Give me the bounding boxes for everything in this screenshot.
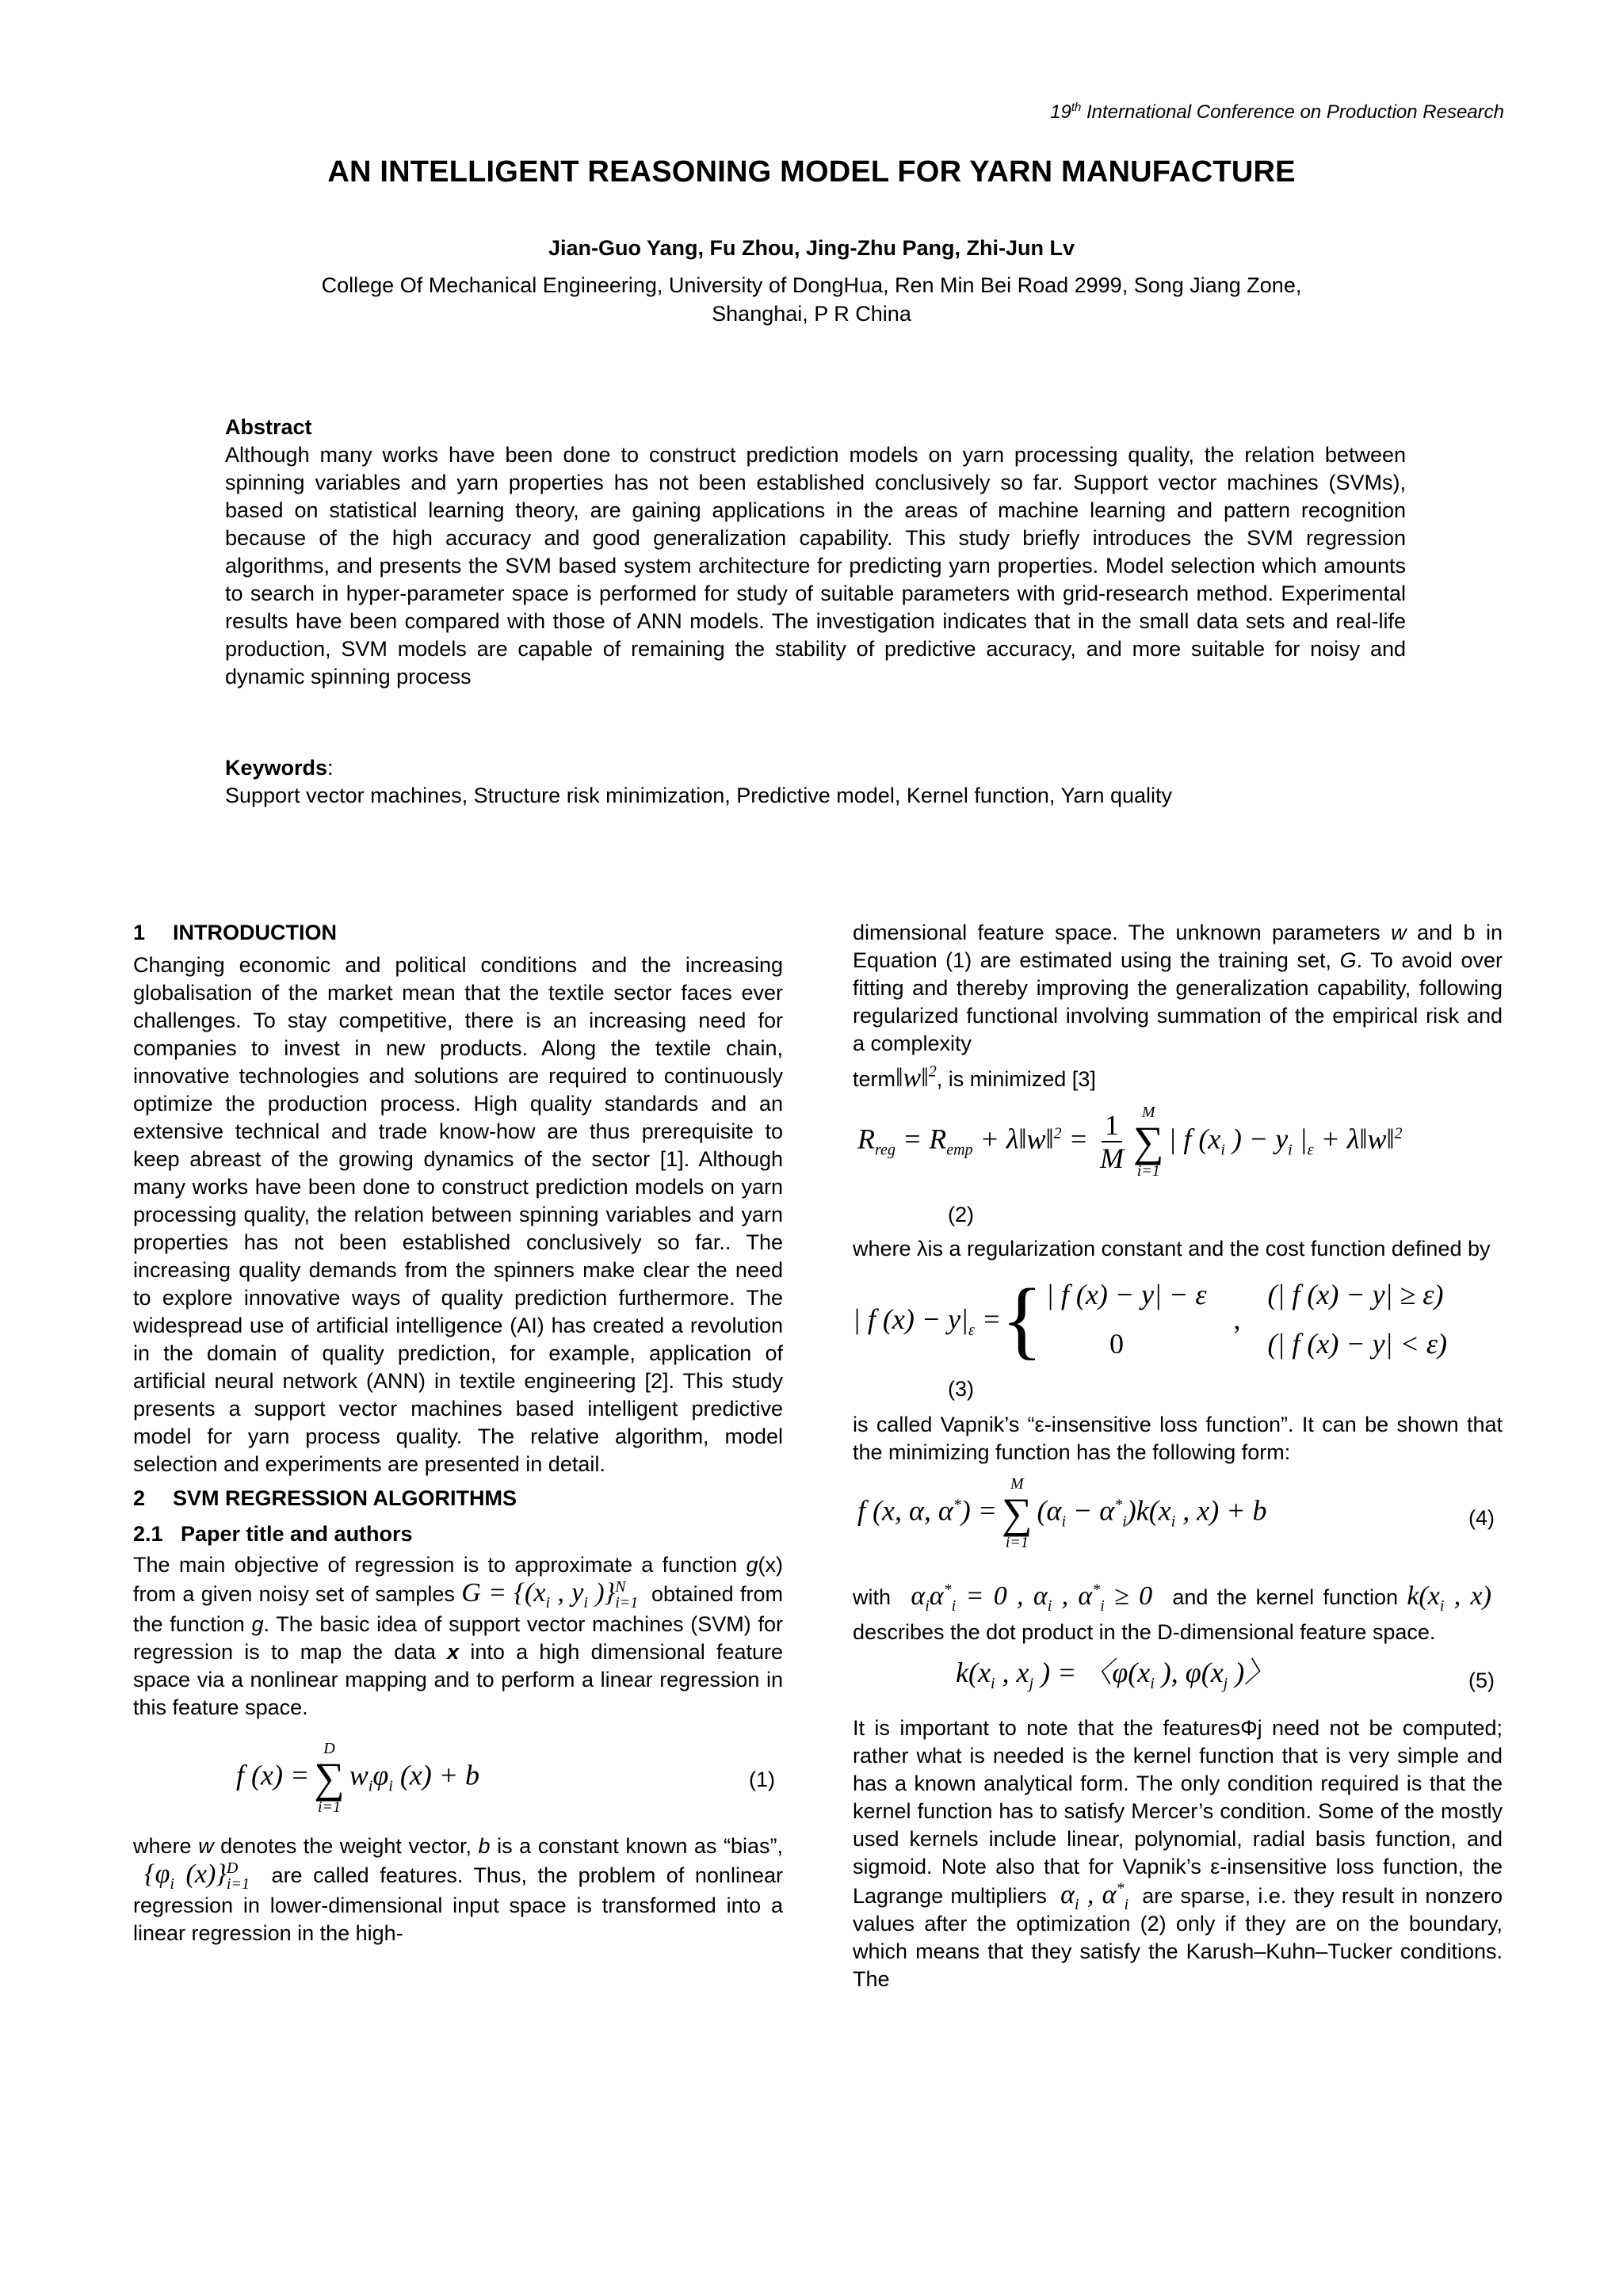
section-2-heading: [133, 1485, 783, 1512]
loss-function-paragraph: is called Vapnik’s “ε-insensitive loss function”. It can be shown that the minimizing function has the following form:: [853, 1413, 1503, 1464]
right-column: [853, 919, 1503, 1993]
text-run: obtained from the function: [133, 1582, 783, 1637]
keywords-colon: :: [327, 756, 334, 780]
equation-4: f (x, α, α*) = M ∑ i=1 $(\alpha_i - \alpha^*_i)k(x_i$ , x) + b (4): [857, 1475, 1495, 1551]
text-run: (x) from a given noisy set of samples: [133, 1553, 783, 1606]
subsection-number: 2.1: [133, 1522, 163, 1546]
text-run: into a high dimensional feature space via a nonlinear mapping and to perform a linear regression in this feature space.: [133, 1640, 783, 1720]
regularization-paragraph: where λis a regularization constant and the cost function defined by: [853, 1237, 1491, 1261]
subsection-2-1-heading: [133, 1520, 783, 1548]
conference-name: International Conference on Production Research: [1081, 101, 1504, 123]
lagrange-formula: $\alpha_i$ , $\alpha^*_i$: [1060, 1879, 1128, 1913]
affiliation-line-1: College Of Mechanical Engineering, University of DongHua, Ren Min Bei Road 2999, Song Jiang Zone,: [321, 273, 1302, 297]
left-column: [133, 919, 783, 1947]
constraint-formula: $\alpha_i\alpha^*_i = 0$ , $\alpha_i$ , $\alpha^*_i \ge 0$: [911, 1581, 1153, 1615]
keywords-section: [225, 754, 1406, 810]
text-run: with: [853, 1585, 892, 1609]
equation-number: (1): [749, 1768, 775, 1792]
text-run: is a constant known as “bias”,: [490, 1834, 783, 1859]
text-run: denotes the weight vector,: [213, 1834, 479, 1859]
text-run: and b in Equation (1) are estimated using the training set,: [853, 921, 1503, 972]
section-number: 2: [133, 1486, 146, 1510]
math-symbol: w: [198, 1834, 214, 1859]
training-set-paragraph: [853, 919, 1503, 1058]
equation-number: (3): [948, 1377, 974, 1401]
text-run: where: [133, 1834, 199, 1859]
feature-set-formula: {$\varphi_i$ (x)} D i=1: [144, 1859, 250, 1894]
section-title: INTRODUCTION: [173, 921, 337, 944]
equation-5: $k(x_i$ , $x_j$ ) = 〈$\varphi(x_i$ ), $\varphi(x_j$ )〉 (5): [853, 1656, 1503, 1707]
conference-number: 19: [1050, 101, 1071, 123]
affiliation: [206, 271, 1417, 328]
math-symbol: x: [447, 1640, 460, 1665]
subsection-title: Paper title and authors: [181, 1522, 413, 1546]
section-title: SVM REGRESSION ALGORITHMS: [173, 1486, 517, 1510]
constraint-paragraph: [853, 1579, 1503, 1650]
kernel-formula: $k(x_i$ , x): [1407, 1581, 1491, 1615]
kernel-paragraph: [853, 1714, 1503, 1993]
equation-1: f (x) = D ∑ i=1 $w_i\varphi_i$ (x) + b (1): [236, 1740, 775, 1817]
running-head: [1050, 101, 1504, 124]
abstract-section: [225, 414, 1406, 691]
text-run: dimensional feature space. The unknown parameters: [853, 921, 1392, 944]
text-run: are sparse, i.e. they result in nonzero values after the optimization (2) only if they are on the boundary, which means that they satisfy the Karush–Kuhn–Tucker conditions. The: [853, 1884, 1503, 1991]
paper-title: AN INTELLIGENT REASONING MODEL FOR YARN MANUFACTURE: [327, 155, 1296, 189]
math-symbol: g: [251, 1612, 264, 1637]
math-symbol: G: [1339, 948, 1357, 972]
equation-3: | f $(x) - y|_\varepsilon$ = { | f (x) − y| − ε 0 , (| f (x) − y| ≥ ε) (| f (x) − y| < ε): [853, 1271, 1448, 1367]
math-symbol: b: [478, 1834, 491, 1859]
text-run: . The basic idea of support vector machines (SVM) for regression is to map the data: [133, 1612, 783, 1665]
keywords-text: Support vector machines, Structure risk minimization, Predictive model, Kernel function, Yarn quality: [225, 784, 1173, 807]
text-run: are called features. Thus, the problem of nonlinear regression in lower-dimensional input space is transformed into a linear regression in the high-: [133, 1863, 783, 1946]
intro-paragraph: Changing economic and political conditions and the increasing globalisation of the market mean that the textile sector faces ever challenges. To stay competitive, there is an increasing need for companies to invest in new products. Along the textile chain, innovative technologies and solutions are required to continuously optimize the production process. High quality standards and an extensive technical and trade know-how are thus prerequisite to keep abreast of the growing dynamics of the sector [1]. Although many works have been done to construct prediction models on yarn processing quality, the relation between spinning variables and yarn properties has not been established conclusively so far.. The increasing quality demands from the spinners make clear the need to explore innovative ways of quality prediction furthermore. The widespread use of artificial intelligence (AI) has created a revolution in the domain of quality prediction, for example, application of artificial neural network (ANN) in textile engineering [2]. This study presents a support vector machines based intelligent predictive model for yarn process quality. The relative algorithm, model selection and experiments are presented in detail.: [133, 953, 783, 1476]
keywords-heading: Keywords: [225, 756, 328, 780]
text-run: and the kernel function: [1172, 1585, 1399, 1609]
ordinal-suffix: th: [1071, 101, 1082, 114]
equation-number: (4): [1468, 1506, 1495, 1530]
features-paragraph: [133, 1833, 783, 1947]
text-run: It is important to note that the featuresΦj need not be computed; rather what is needed is the kernel function that is very simple and has a known analytical form. The only condition required is that the kernel function has to satisfy Mercer’s condition. Some of the mostly used kernels include linear, polynomial, radial basis function, and sigmoid. Note also that for Vapnik’s ε-insensitive loss function, the Lagrange multipliers: [853, 1716, 1503, 1908]
complexity-term-line: [853, 1064, 1503, 1093]
text-run: , is minimized [3]: [936, 1067, 1096, 1091]
abstract-text: Although many works have been done to construct prediction models on yarn processing quality, the relation between spinning variables and yarn properties has not been established conclusively so far. Support vector machines (SVMs), based on statistical learning theory, are gaining applications in the areas of machine learning and pattern recognition because of the high accuracy and good generalization capability. This study briefly introduces the SVM regression algorithms, and presents the SVM based system architecture for predicting yarn properties. Model selection which amounts to search in hyper-parameter space is performed for study of suitable parameters with grid-research method. Experimental results have been compared with those of ANN models. The investigation indicates that in the small data sets and real-life production, SVM models are capable of remaining the stability of predictive accuracy, and more suitable for noisy and dynamic spinning process: [225, 443, 1406, 688]
sample-set-formula: $G = \{(x_i$ , $y_i$ )} N i=1: [461, 1578, 639, 1612]
equation-number: (2): [948, 1203, 974, 1226]
text-run: . To avoid over fitting and thereby improving the generalization capability, following regularized functional involving summation of the empirical risk and a complexity: [853, 948, 1503, 1055]
author-list: Jian-Guo Yang, Fu Zhou, Jing-Zhu Pang, Zhi-Jun Lv: [548, 236, 1075, 260]
regression-paragraph: [133, 1551, 783, 1722]
section-1-heading: [133, 919, 783, 947]
equation-number: (5): [1468, 1669, 1495, 1692]
affiliation-line-2: Shanghai, P R China: [712, 302, 911, 326]
math-symbol: w: [1391, 921, 1407, 944]
text-run: The main objective of regression is to approximate a function: [133, 1553, 747, 1577]
text-run: describes the dot product in the D-dimensional feature space.: [853, 1620, 1436, 1644]
math-symbol: g: [746, 1553, 758, 1577]
equation-2: $R_{reg} = R_{emp}$ + λ‖w‖$^2$ = $\frac{1}{M}$ M ∑ i=1 | f ($x_i$ ) − $y_i$ $|_\varepsilon$ + λ‖w‖$^2$: [857, 1104, 1403, 1180]
abstract-heading: Abstract: [225, 415, 312, 439]
text-run: term: [853, 1067, 896, 1091]
section-number: 1: [133, 921, 146, 944]
norm-w-formula: ‖w‖$^2$: [896, 1062, 937, 1093]
